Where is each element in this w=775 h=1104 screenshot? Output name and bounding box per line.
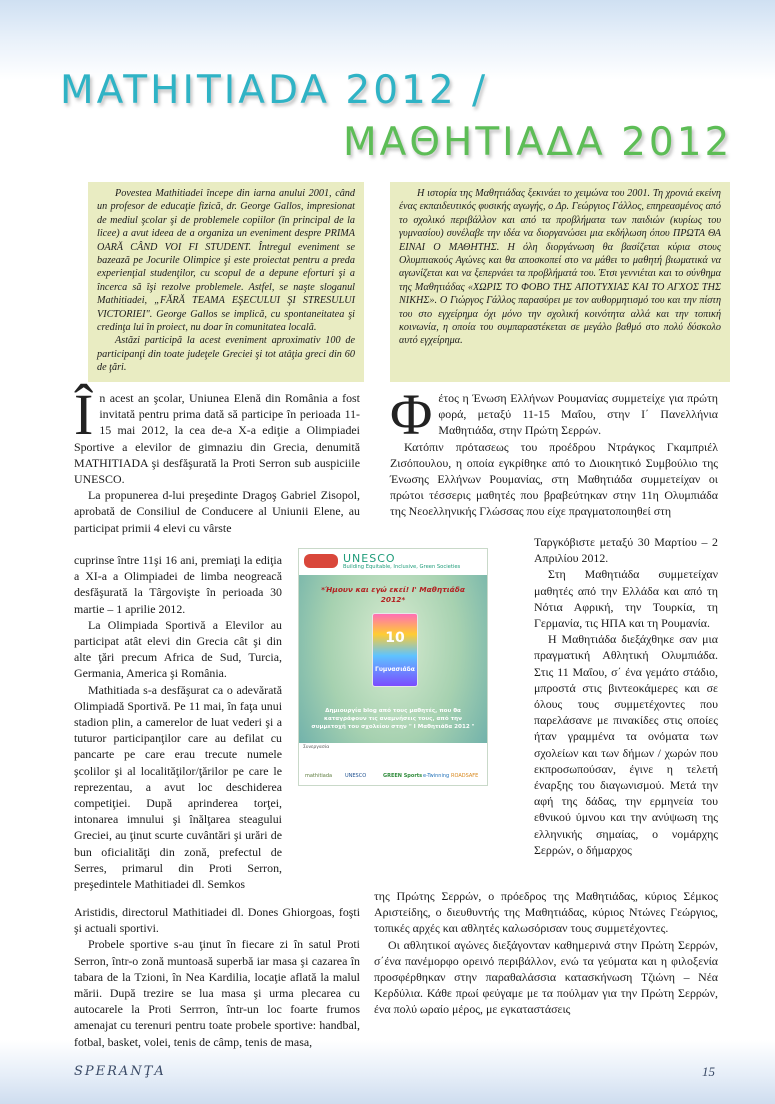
greek-paragraph: Οι αθλητικοί αγώνες διεξάγονταν καθημερινά στην Πρώτη Σερρών, σ΄ένα πανέμορφο ορεινό περιβάλλον, ενώ τα γεύματα και η φιλοξενία προσφέρθηκαν στην παραθαλάσσια κατασκήνωση Τζιώνη – Νέα Κερδύλια. Κάθε πρωί φεύγαμε με τα πούλμαν για την Πρώτη Σερρών, ένα πολύ ωραίο μέρος, με εγκαταστάσεις	[374, 937, 718, 1017]
greek-intro-paragraph	[390, 382, 718, 447]
roadsafe-logo-icon: ROADSAFE	[451, 773, 479, 779]
poster-book-label: Γυμνασιάδα	[375, 666, 415, 673]
intro-box-romanian	[88, 182, 364, 382]
mathitiada-logo-icon: mathitiada	[305, 773, 333, 779]
romanian-paragraph: Mathitiada s-a desfăşurat ca o adevărată Olimpiadă Sportivă. Pe 11 mai, în faţa unui stadion plin, a camerelor de luat vederi şi a tuturor participanţilor care au defilat cu pancarte pe care erau trecute numele şcolilor şi al localităţilor/ţărilor pe care le reprezentau, a avut loc deschiderea competiţiei. După aprinderea torţei, intonarea imnului şi înălţarea steagului Greciei, au ţinut scurte cuvântări şi urări de bun oficialităţi din zonă, prefectul de Serres, primarul din Proti Serron, preşedintele Mathitiadei dl. Semkos	[74, 682, 282, 892]
greek-article-bottom	[374, 888, 718, 1018]
intro-box-paragraph: Astăzi participă la acest eveniment aproximativ 100 de participanţi din toate judeţele Greciei şi tot atâţia greci din 60 de ţări.	[97, 335, 355, 374]
intro-box-paragraph: Povestea Mathitiadei începe din iarna anului 2001, când un profesor de educaţie fizică, dr. George Gallos, impresionat de mediul şcolar şi de problemele copiilor (în principal de la licee) a avut ideea de a organiza un eveniment despre PRIMA OARĂ CÂND VOI FI STUDENT. Întregul eveniment se bazează pe Jocurile Olimpice şi este proiectat pentru a preda experienţial studenţilor, cu scopul de a depune eforturi şi a încerca să îşi rezolve problemele. Astfel, se naşte sloganul Mathitiadei, „FĂRĂ TEAMA EŞECULUI ŞI STRESULUI VICTORIEI". George Gallos se implică, cu spontaneitatea şi credinţa lui în proiect, nu doar în comunitatea locală.	[97, 188, 355, 334]
etwinning-logo-icon: e-Twinning	[423, 773, 450, 779]
greek-paragraph: Ταργκόβιστε μεταξύ 30 Μαρτίου – 2 Απριλίου 2012.	[534, 535, 718, 566]
poster-sponsor-band	[299, 743, 487, 785]
magazine-name: SPERANŢA	[74, 1064, 166, 1079]
romanian-article-narrow	[74, 552, 282, 892]
greek-article-narrow	[534, 534, 718, 858]
greek-intro-text: έτος η Ένωση Ελλήνων Ρουμανίας συμμετείχε για πρώτη φορά, μεταξύ 11-15 Μαΐου, στην Ι΄ Πανελλήνια Μαθητιάδα, στην Πρώτη Σερρών.	[438, 391, 718, 438]
poster-book-number: 10	[385, 630, 405, 646]
poster-unesco-subtitle: Building Equitable, Inclusive, Green Societies	[343, 564, 461, 570]
greek-paragraph: Στη Μαθητιάδα συμμετείχαν μαθητές από την Ελλάδα και από τη Νότια Αφρική, την Τουρκία, τη Γερμανία, τις ΗΠΑ και τη Ρουμανία.	[534, 567, 718, 631]
greek-paragraph: της Πρώτης Σερρών, ο πρόεδρος της Μαθητιάδας, κύριος Σέμκος Αριστείδης, ο διευθυντής της Μαθητιάδας, κύριος Ντώνες Γεώργιος, τοπικές αρχές και αθλητές καλωσόρισαν τους συμμετέχοντες.	[374, 889, 718, 936]
romanian-paragraph: La Olimpiada Sportivă a Elevilor au participat atât elevi din Grecia cât şi din alte ţări precum Africa de Sud, Turcia, Germania, America şi România.	[74, 617, 282, 681]
dropcap-greek: Φ	[390, 382, 433, 447]
romanian-paragraph: Probele sportive s-au ţinut în fiecare zi în satul Proti Serron, într-o zonă muntoasă superbă iar masa şi cazarea în tabara de la Tzioni, în Nea Kardilia, locaţie aflată la malul mării. După trezire se lua masa şi urma plecarea cu autocarele la Proti Serrron, într-un loc foarte frumos amenajat cu terenuri pentru toate probele sportive: handbal, fotbal, basket, volei, tenis de câmp, tenis de masa,	[74, 937, 360, 1049]
greek-article-top	[390, 382, 718, 520]
romanian-paragraph: Aristidis, directorul Mathitiadei dl. Dones Ghiorgoas, foşti şi actuali sportivi.	[74, 905, 360, 936]
title-romanian: MATHITIADA 2012 /	[60, 68, 489, 113]
poster-book-cover	[372, 613, 418, 687]
greek-paragraph: Η Μαθητιάδα διεξάχθηκε σαν μια πραγματική Αθλητική Ολυμπιάδα. Στις 11 Μαΐου, σ΄ ένα γεμάτο στάδιο, μπροστά στις βιντεοκάμερες και σε όλους τους συμμετέχοντες που παρελάσανε με πινακίδες στις οποίες ήταν γραμμένα τα ονόματα των σχολείων και των δήμων / χωρών που εκπροσωπούσαν, έγινε η τελετή έναρξης του διαγωνισμού. Μετά την αφή της δάδας, την ερμηνεία του εθνικού ύμνου και την ανύψωση της ελληνικής σημαίας, ο νομάρχης Σερρών, ο δήμαρχος	[534, 632, 718, 857]
romanian-paragraph: La propunerea d-lui preşedinte Dragoş Gabriel Zisopol, aprobată de Consiliul de Conducere al Uniunii Elene, au participat primii 4 elevi cu vârste	[74, 488, 360, 535]
romanian-article-bottom	[74, 904, 360, 1050]
europe-logo-icon	[304, 554, 338, 568]
poster-headline: *Ήμουν και εγώ εκεί! Ι' Μαθητιάδα 2012*	[321, 585, 465, 604]
mathitiada-poster	[298, 548, 488, 786]
romanian-article-top	[74, 382, 360, 536]
page-number: 15	[702, 1064, 715, 1079]
poster-unesco-title: UNESCO	[343, 552, 396, 565]
romanian-paragraph: cuprinse între 11şi 16 ani, premiaţi la ediţia a XI-a a Olimpiadei de limba neogreacă desfăşurată la Târgovişte în perioada 30 martie – 1 aprilie 2012.	[74, 553, 282, 616]
green-sports-logo-icon: GREEN Sports	[383, 773, 423, 779]
greek-paragraph: Κατόπιν πρότασεως του προέδρου Ντράγκος Γκαμπριέλ Ζισόπουλου, η οποία εγκρίθηκε από το Διοικητικό Συμβούλιο της Ένωσης Ελλήνων Ρουμανίας, στη Μαθητιάδα συμμετείχαν οι πρώτοι τέσσερις μαθητές που βραβεύτηκαν στην 11η Ολυμπιάδα της Νεοελληνικής Γλώσσας που είχε πραγματοποιηθεί στη	[390, 439, 718, 519]
unesco-logo-icon: UNESCO	[345, 773, 367, 779]
dropcap-romanian: Î	[74, 382, 94, 447]
poster-blog-text: Δημιουργία blog από τους μαθητές, που θα καταγράφουν τις αναμνήσεις τους, από την συμμετοχή του σχολείου στην " Ι Μαθητιάδα 2012 "	[311, 708, 475, 730]
intro-box-paragraph: Η ιστορία της Μαθητιάδας ξεκινάει το χειμώνα του 2001. Τη χρονιά εκείνη ένας εκπαιδευτικός φυσικής αγωγής, ο Δρ. Γεώργιος Γάλλος, επηρεασμένος από το σχολικό περιβάλλον και από τα προβλήματα των παιδιών (κυρίως του γυμνασίου) συνέλαβε την ιδέα να διοργανώσει μια εκδήλωση όπου ΠΡΩΤΑ ΘΑ ΕΙΝΑΙ Ο ΜΑΘΗΤΗΣ. Η όλη διοργάνωση θα βασίζεται κύρια στους Ολυμπιακούς Αγώνες και θα αποσκοπεί στο να μάθει το μαθητή βιωματικά να αγωνίζεται και να ξεπερνάει τα προβλήματά του. Έτσι γεννιέται και το σύνθημα της Μαθητιάδας «ΧΩΡΙΣ ΤΟ ΦΟΒΟ ΤΗΣ ΑΠΟΤΥΧΙΑΣ ΚΑΙ ΤΟ ΑΓΧΟΣ ΤΗΣ ΝΙΚΗΣ». Ο Γιώργος Γάλλος παρασύρει με τον αυθορμητισμό του και την πίστη του στο εγχείρημα όχι μόνο την σχολική κοινότητα αλλά και την τοπική κοινωνία, η οποία του συμπαραστέκεται σε μεγάλο βαθμό στο πολύ δύσκολο αυτό εγχείρημα.	[399, 188, 721, 347]
title-greek: ΜΑΘΗΤΙΑΔΑ 2012	[343, 120, 733, 165]
romanian-intro-paragraph	[74, 382, 360, 487]
romanian-intro-text: n acest an şcolar, Uniunea Elenă din România a fost invitată pentru prima dată să participe în perioada 11-15 mai 2012, la cea de-a X-a ediţie a Olimpiadei Sportive a elevilor de gimnaziu din Grecia, denumită MATHITIADA şi desfăşurată la Proti Serron sub auspiciile UNESCO.	[74, 391, 360, 487]
poster-sponsor-label: Συνεργασία	[303, 745, 330, 750]
intro-box-greek	[390, 182, 730, 382]
